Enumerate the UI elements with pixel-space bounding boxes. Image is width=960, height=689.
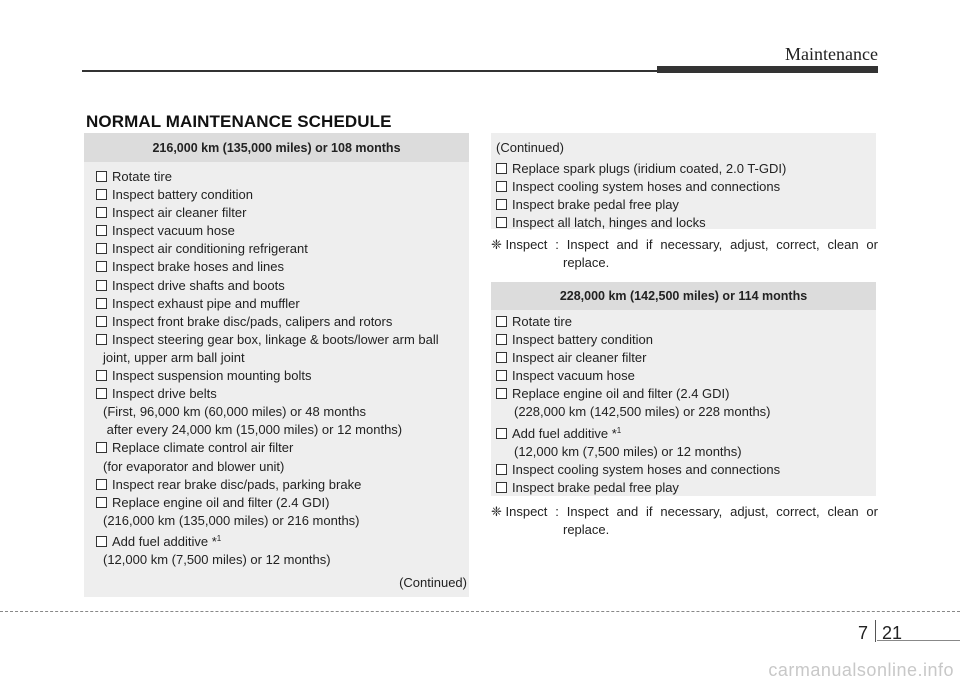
checkbox-icon <box>96 316 107 327</box>
checklist-item-detail: (for evaporator and blower unit) <box>103 458 285 474</box>
checklist-item-text: Inspect vacuum hose <box>112 223 235 239</box>
checklist-item <box>96 258 469 276</box>
checklist-item-text: Rotate tire <box>112 169 172 184</box>
checklist-item-text: Replace climate control air filter <box>112 440 294 456</box>
checklist-item <box>96 530 469 551</box>
checklist-item-text: Add fuel additive * <box>512 425 617 441</box>
checklist-item-text: Inspect drive shafts and boots <box>112 277 285 293</box>
note-word: if <box>646 237 653 252</box>
checklist-item <box>96 439 469 457</box>
checklist-item <box>96 295 469 313</box>
page-number-separator <box>875 620 876 642</box>
checklist-item <box>496 214 876 232</box>
chapter-number: 7 <box>858 623 869 643</box>
checklist-item-detail: (12,000 km (7,500 miles) or 12 months) <box>103 551 331 567</box>
checklist-item-text: Inspect rear brake disc/pads, parking brake <box>112 476 362 492</box>
checkbox-icon <box>496 464 507 475</box>
checkbox-icon <box>496 334 507 345</box>
checkbox-icon <box>96 298 107 309</box>
checklist-item <box>96 313 469 331</box>
schedule-box-continued <box>491 133 876 229</box>
checklist-item-text: Inspect cooling system hoses and connections <box>512 461 781 477</box>
checklist <box>491 310 876 497</box>
checklist-item-text: Replace engine oil and filter (2.4 GDI) <box>512 386 730 402</box>
box-heading: 216,000 km (135,000 miles) or 108 months <box>84 133 469 162</box>
note-word: Inspect <box>566 504 609 519</box>
checklist-item <box>496 313 876 331</box>
checklist-item-text: Inspect battery condition <box>512 332 653 348</box>
checklist-item-text: Rotate tire <box>512 314 572 329</box>
checklist-item <box>96 494 469 512</box>
checklist-item <box>496 461 876 479</box>
checkbox-icon <box>496 482 507 493</box>
footnote-marker: 1 <box>216 533 222 543</box>
checklist-item <box>96 168 469 186</box>
checklist-item <box>496 178 876 196</box>
note-word: adjust, <box>730 237 769 252</box>
checklist-item <box>496 385 876 403</box>
watermark: carmanualsonline.info <box>768 660 954 680</box>
note-line <box>491 236 878 254</box>
checklist-item-text: Inspect cooling system hoses and connections <box>512 179 781 195</box>
checklist-item-detail: (12,000 km (7,500 miles) or 12 months) <box>514 443 742 459</box>
checklist-item-detail: (First, 96,000 km (60,000 miles) or 48 months <box>103 404 366 420</box>
checklist-item <box>96 222 469 240</box>
checkbox-icon <box>96 280 107 291</box>
checklist-item-detail: (228,000 km (142,500 miles) or 228 months) <box>514 404 771 420</box>
note-word: clean <box>827 504 859 519</box>
note-word: clean <box>827 237 859 252</box>
checklist-item <box>496 331 876 349</box>
box-heading: 228,000 km (142,500 miles) or 114 months <box>491 282 876 310</box>
checklist-item-text: Inspect brake pedal free play <box>512 197 679 213</box>
note-word: ❈ Inspect <box>491 504 548 519</box>
checklist-item <box>96 277 469 295</box>
note-word: ❈ Inspect <box>491 237 548 252</box>
note-word: necessary, <box>660 504 723 519</box>
note-word: Inspect <box>566 237 609 252</box>
checklist-item-text: Inspect air cleaner filter <box>512 350 647 366</box>
checkbox-icon <box>96 261 107 272</box>
checklist-item-text: Inspect steering gear box, linkage & boots/lower arm ball <box>112 331 439 347</box>
checklist-item-text: Inspect brake hoses and lines <box>112 259 284 275</box>
checklist-item <box>496 196 876 214</box>
checklist-item-text: Inspect exhaust pipe and muffler <box>112 295 300 311</box>
note-word: necessary, <box>660 237 723 252</box>
continued-label: (Continued) <box>399 575 467 591</box>
checkbox-icon <box>496 388 507 399</box>
page-number-value: 21 <box>882 623 903 643</box>
checklist-item <box>496 367 876 385</box>
inspect-note <box>491 503 878 539</box>
checklist-item-text: Add fuel additive * <box>112 533 217 549</box>
checkbox-icon <box>496 428 507 439</box>
header-rule-thick <box>657 66 878 73</box>
note-word: or <box>866 504 878 519</box>
note-word: : <box>555 237 559 252</box>
note-word: correct, <box>776 237 820 252</box>
note-line: replace. <box>563 255 610 270</box>
checklist-item <box>96 331 469 349</box>
note-line <box>491 503 878 521</box>
checklist-item <box>496 479 876 497</box>
schedule-box-216000 <box>84 133 469 597</box>
checklist-item-text: Inspect brake pedal free play <box>512 479 679 495</box>
checkbox-icon <box>496 352 507 363</box>
footer-rule <box>0 611 960 613</box>
checklist-item-text: Inspect air conditioning refrigerant <box>112 241 308 257</box>
checklist <box>84 162 469 569</box>
note-word: and <box>616 504 639 519</box>
checklist-item <box>496 349 876 367</box>
section-title: NORMAL MAINTENANCE SCHEDULE <box>86 112 392 131</box>
checklist-item <box>96 186 469 204</box>
footnote-marker: 1 <box>616 425 622 435</box>
checkbox-icon <box>496 217 507 228</box>
checkbox-icon <box>96 225 107 236</box>
checkbox-icon <box>496 163 507 174</box>
checklist-item-text: Inspect battery condition <box>112 187 253 203</box>
checklist-item <box>96 204 469 222</box>
note-word: correct, <box>776 504 820 519</box>
checklist-item-text: Inspect front brake disc/pads, calipers and rotors <box>112 313 393 329</box>
checkbox-icon <box>496 316 507 327</box>
checkbox-icon <box>96 388 107 399</box>
note-word: and <box>616 237 639 252</box>
checklist-item-text: Inspect all latch, hinges and locks <box>512 215 706 231</box>
checkbox-icon <box>496 370 507 381</box>
checklist-item-text: Inspect suspension mounting bolts <box>112 368 312 384</box>
checkbox-icon <box>96 189 107 200</box>
checkbox-icon <box>96 243 107 254</box>
checklist-item <box>96 240 469 258</box>
page-header-title: Maintenance <box>785 44 878 64</box>
checklist-item <box>96 476 469 494</box>
checklist-item-detail: after every 24,000 km (15,000 miles) or 12 months) <box>103 422 403 438</box>
checklist-item-text: Inspect vacuum hose <box>512 368 635 384</box>
checklist-item <box>496 160 876 178</box>
checkbox-icon <box>496 199 507 210</box>
note-line: replace. <box>563 522 610 537</box>
inspect-note <box>491 236 878 272</box>
note-word: if <box>646 504 653 519</box>
checklist-item-text: Inspect drive belts <box>112 386 217 402</box>
checklist-item <box>96 385 469 403</box>
note-word: : <box>555 504 559 519</box>
checkbox-icon <box>96 479 107 490</box>
continued-label: (Continued) <box>496 140 564 155</box>
checkbox-icon <box>96 334 107 345</box>
checklist-item-text: Replace engine oil and filter (2.4 GDI) <box>112 494 330 510</box>
checkbox-icon <box>96 207 107 218</box>
checklist-item <box>496 422 876 443</box>
checkbox-icon <box>96 370 107 381</box>
checklist <box>491 157 876 232</box>
checklist-item <box>96 367 469 385</box>
checklist-item-text: Inspect air cleaner filter <box>112 205 247 221</box>
checkbox-icon <box>96 497 107 508</box>
note-word: adjust, <box>730 504 769 519</box>
checkbox-icon <box>496 181 507 192</box>
checklist-item-detail: (216,000 km (135,000 miles) or 216 months) <box>103 512 360 528</box>
note-word: or <box>866 237 878 252</box>
schedule-box-228000 <box>491 282 876 496</box>
checkbox-icon <box>96 442 107 453</box>
checklist-item-detail: joint, upper arm ball joint <box>103 349 245 365</box>
header-rule <box>82 70 657 72</box>
checklist-item-text: Replace spark plugs (iridium coated, 2.0 T-GDI) <box>512 161 787 176</box>
checkbox-icon <box>96 536 107 547</box>
checkbox-icon <box>96 171 107 182</box>
